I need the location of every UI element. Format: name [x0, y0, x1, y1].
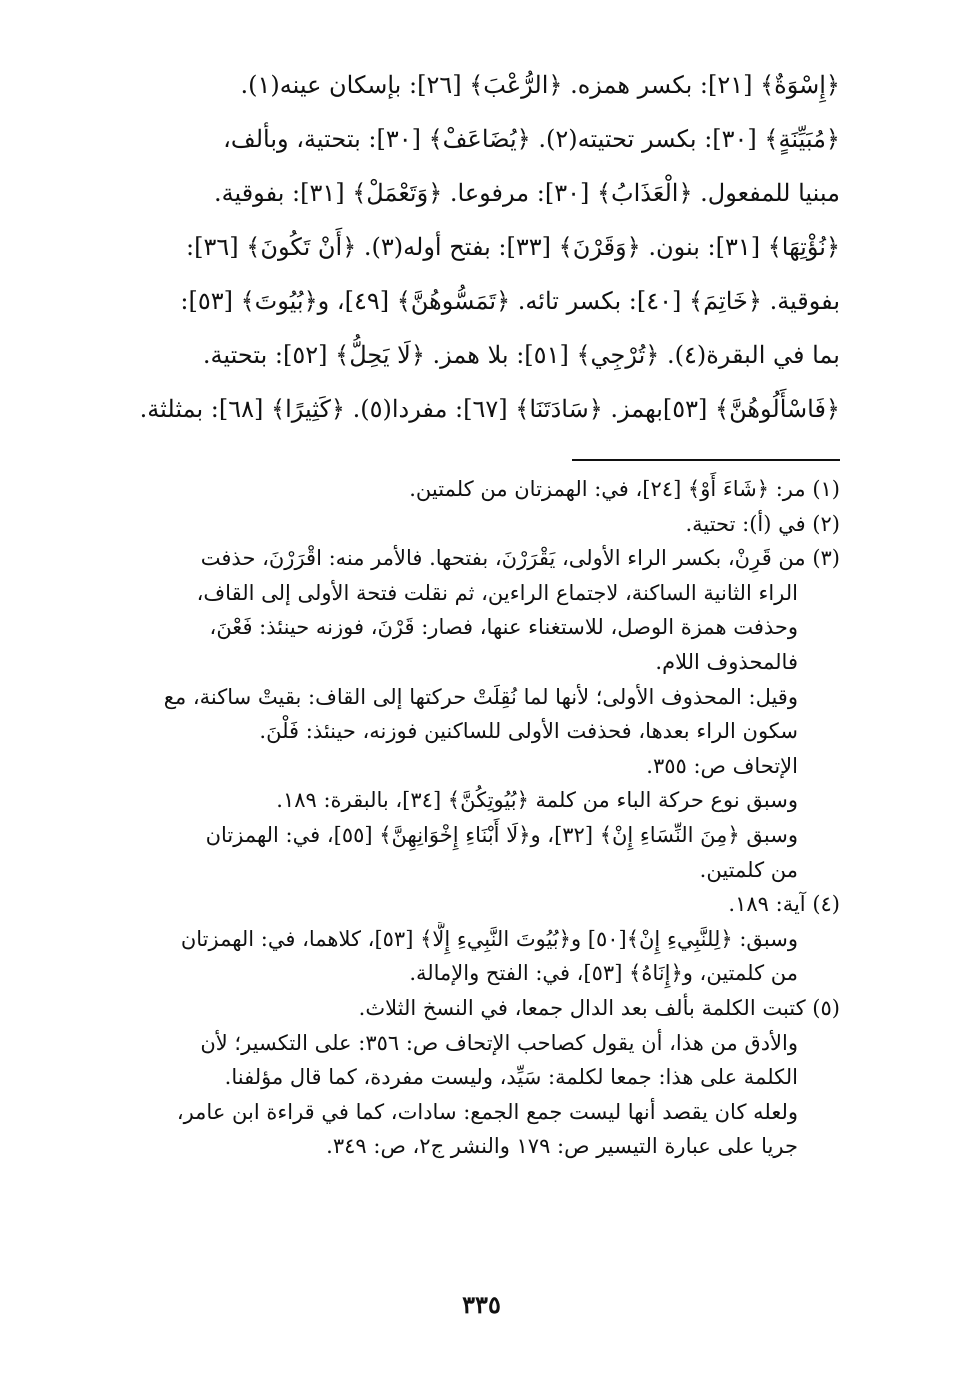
footnote-line: الراء الثانية الساكنة، لاجتماع الراءين، ثم نقلت فتحة الأولى إلى القاف، [196, 580, 798, 605]
main-text-line: ﴿نُؤْتِهَا﴾ [٣١]: بنون. ﴿وَقَرْنَ﴾ [٣٣]: بفتح أوله(٣). ﴿أَنْ تَكُونَ﴾ [٣٦]: [186, 233, 840, 261]
footnote [120, 680, 840, 888]
footnote-line: من كلمتين. [699, 857, 798, 882]
footnote-line: (٣) من قَرِنْ، بكسر الراء الأولى، يَقْرَرْنَ، بفتحها. فالأمر منه: اقْرَرْنَ، حذفت [200, 546, 840, 571]
footnote [120, 887, 840, 991]
footnote [120, 507, 840, 542]
footnote-line: وسبق: ﴿لِلنَّبِيءِ إِنْ﴾[٥٠] و﴿بُيُوتَ النَّبِيءِ إِلَّا﴾ [٥٣]، كلاهما، في: الهمزتان [180, 926, 798, 951]
main-text-line: بما في البقرة(٤). ﴿تُرْجِي﴾ [٥١]: بلا همز. ﴿لَا يَحِلُّ﴾ [٥٢]: بتحتية. [202, 341, 840, 369]
footnote-line: وحذفت همزة الوصل، للاستغناء عنها، فصار: قَرْنَ، فوزنه حينئذ: فَعْنَ، [209, 615, 798, 640]
main-text-line: ﴿إِسْوَةٌ﴾ [٢١]: بكسر همزه. ﴿الرُّعْبَ﴾ [٢٦]: بإسكان عينه(١). [240, 71, 840, 99]
footnote [120, 991, 840, 1164]
page-number: ٣٣٥ [462, 1290, 501, 1319]
main-text-line: بفوقية. ﴿خَاتِمَ﴾ [٤٠]: بكسر تائه. ﴿تَمَسُّوهُنَّ﴾ [٤٩]، و﴿بُيُوتَ﴾ [٥٣]: [180, 287, 840, 315]
footnote-line: وسبق نوع حركة الباء من كلمة ﴿بُيُوتِكُنَّ﴾ [٣٤]، بالبقرة: ١٨٩. [276, 788, 798, 813]
main-text-line: ﴿فَاسْأَلُوهُنَّ﴾ [٥٣]بهمز. ﴿سَادَتَنَا﴾ [٦٧]: مفردا(٥). ﴿كَثِيرًا﴾ [٦٨]: بمثلثة. [139, 395, 840, 423]
footnote-line: جريا على عبارة التيسير ص: ١٧٩ والنشر ج٢، ص: ٣٤٩. [326, 1134, 798, 1159]
footnote-line: فالمحذوف اللام. [655, 649, 798, 674]
footnote-divider [572, 459, 840, 461]
footnote-line: الإتحاف ص: ٣٥٥. [646, 753, 798, 778]
footnote-line: (٢) في (أ): تحتية. [685, 511, 840, 536]
footnote-line: (٤) آية: ١٨٩. [728, 892, 840, 917]
footnote-line: من كلمتين، و﴿إِنَاهُ﴾ [٥٣]، في: الفتح والإمالة. [409, 961, 798, 986]
footnote-line: (١) مر: ﴿شَاءَ أَوْ﴾ [٢٤]، في: الهمزتان من كلمتين. [409, 477, 840, 501]
footnote-line: والأدق من هذا، أن يقول كصاحب الإتحاف ص: ٣٥٦: على التكسير؛ لأن [200, 1030, 798, 1055]
footnote-line: وسبق ﴿مِنَ النِّسَاءِ إِنْ﴾ [٣٢]، و﴿لَا أَبْنَاءِ إِخْوَانِهِنَّ﴾ [٥٥]، في: الهمزتان [205, 822, 798, 847]
main-text-line: مبنيا للمفعول. ﴿الْعَذَابُ﴾ [٣٠]: مرفوعا. ﴿وَتَعْمَلْ﴾ [٣١]: بفوقية. [213, 179, 840, 207]
main-text-line: ﴿مُبَيِّنَةٍ﴾ [٣٠]: بكسر تحتيته(٢). ﴿يُضَاعَفْ﴾ [٣٠]: بتحتية، وبألف، [223, 125, 840, 153]
footnotes-section [120, 472, 840, 1164]
footnote [120, 472, 840, 507]
footnote-line: سكون الراء بعدها، فحذفت الأولى للساكنين فوزنه، حينئذ: فَلْنَ. [259, 719, 798, 744]
footnote [120, 541, 840, 679]
footnote-line: الكلمة على هذا: جمعا لكلمة: سَيِّد، وليست مفردة، كما قال مؤلفنا. [224, 1065, 798, 1090]
footnote-line: (٥) كتبت الكلمة بألف بعد الدال جمعا، في النسخ الثلاث. [358, 995, 840, 1020]
main-text [120, 58, 840, 436]
footnote-line: ولعله كان يقصد أنها ليست جمع الجمع: سادات، كما في قراءة ابن عامر، [176, 1099, 798, 1124]
footnote-line: وقيل: المحذوف الأولى؛ لأنها لما نُقِلَتْ حركتها إلى القاف: بقيتْ ساكنة، مع [163, 684, 798, 709]
